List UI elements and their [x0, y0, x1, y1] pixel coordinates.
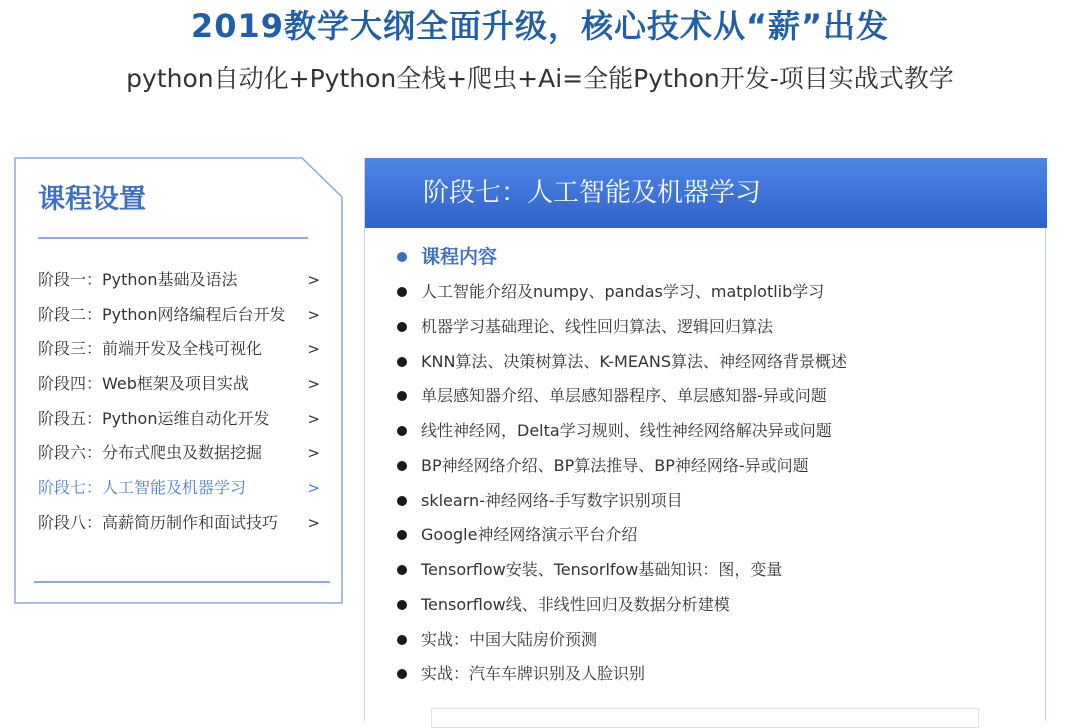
outline-title: 课程设置: [38, 184, 146, 215]
content-item-text: 线性神经网，Delta学习规则、线性神经网络解决异或问题: [421, 421, 832, 440]
content-item-text: 机器学习基础理论、线性回归算法、逻辑回归算法: [421, 316, 774, 336]
bullet-icon: [397, 565, 407, 575]
sidebar-stage-label: 阶段四：Web框架及项目实战: [38, 374, 249, 394]
content-item-text: sklearn-神经网络-手写数字识别项目: [421, 490, 683, 510]
chevron-right-icon: >: [307, 479, 320, 498]
sidebar-stage-item[interactable]: [38, 263, 320, 298]
bullet-icon: [397, 322, 407, 332]
content-item-text: 实战：中国大陆房价预测: [421, 629, 598, 649]
bullet-icon: [397, 669, 407, 679]
content-list-item: [397, 414, 1017, 449]
content-list-item: [397, 345, 1017, 380]
course-content-list: [397, 275, 1017, 692]
chevron-right-icon: >: [307, 271, 320, 289]
content-item-text: Tensorflow安装、Tensorlfow基础知识：图，变量: [421, 560, 783, 579]
content-item-text: 人工智能介绍及numpy、pandas学习、matplotlib学习: [421, 282, 825, 301]
content-list-item: [397, 484, 1017, 519]
bullet-icon: [397, 635, 407, 645]
bullet-icon: [397, 600, 407, 610]
chevron-right-icon: >: [307, 409, 320, 428]
stage-content-panel: [364, 158, 1046, 721]
content-list-item: [397, 518, 1017, 553]
content-list-item: [397, 379, 1017, 414]
content-list-item: [397, 588, 1017, 623]
sidebar-stage-item[interactable]: [38, 506, 320, 541]
content-item-text: Google神经网络演示平台介绍: [421, 525, 638, 545]
sidebar-stage-item[interactable]: [38, 471, 320, 506]
chevron-right-icon: >: [307, 375, 320, 394]
sidebar-stage-label: 阶段三：前端开发及全栈可视化: [38, 339, 263, 359]
chevron-right-icon: >: [307, 513, 320, 532]
sidebar-stage-label: 阶段五：Python运维自动化开发: [38, 408, 270, 428]
stage-nav-list: [38, 263, 320, 541]
content-item-text: KNN算法、决策树算法、K-MEANS算法、神经网络背景概述: [421, 351, 848, 371]
sidebar-stage-label: 阶段一：Python基础及语法: [38, 270, 238, 289]
bullet-icon: [397, 426, 407, 436]
content-list-item: [397, 310, 1017, 345]
content-bottom-box: [431, 708, 979, 728]
content-list-item: [397, 275, 1017, 310]
chevron-right-icon: >: [307, 340, 320, 359]
bullet-icon: [397, 391, 407, 401]
content-item-text: Tensorflow线、非线性回归及数据分析建模: [421, 594, 730, 614]
content-item-text: BP神经网络介绍、BP算法推导、BP神经网络-异或问题: [421, 455, 809, 475]
bullet-icon: [397, 496, 407, 506]
sidebar-stage-label: 阶段七：人工智能及机器学习: [38, 478, 247, 498]
content-list-item: [397, 449, 1017, 484]
sidebar-stage-item[interactable]: [38, 367, 320, 402]
sidebar-stage-label: 阶段六：分布式爬虫及数据挖掘: [38, 443, 263, 463]
course-outline-panel: [14, 157, 344, 604]
content-item-text: 单层感知器介绍、单层感知器程序、单层感知器-异或问题: [421, 386, 827, 406]
heading-bullet-icon: [397, 252, 407, 262]
content-item-text: 实战：汽车车牌识别及人脸识别: [421, 664, 646, 684]
sidebar-stage-item[interactable]: [38, 436, 320, 471]
page-headline: 2019教学大纲全面升级，核心技术从“薪”出发: [190, 7, 890, 45]
content-list-item: [397, 623, 1017, 658]
bullet-icon: [397, 461, 407, 471]
sidebar-stage-label: 阶段二：Python网络编程后台开发: [38, 304, 286, 324]
stage-header-bar: [365, 158, 1047, 228]
content-list-item: [397, 553, 1017, 588]
content-list-item: [397, 657, 1017, 692]
bullet-icon: [397, 287, 407, 297]
stage-title: 阶段七：人工智能及机器学习: [423, 178, 762, 208]
outline-bottom-divider: [34, 581, 330, 583]
bullet-icon: [397, 530, 407, 540]
outline-title-divider: [38, 237, 308, 239]
chevron-right-icon: >: [307, 305, 320, 324]
section-heading-text: 课程内容: [421, 246, 498, 268]
page-subheadline: python自动化+Python全栈+爬虫+Ai=全能Python开发-项目实战式教学: [126, 64, 954, 93]
sidebar-stage-label: 阶段八：高薪简历制作和面试技巧: [38, 512, 279, 532]
sidebar-stage-item[interactable]: [38, 298, 320, 333]
bullet-icon: [397, 357, 407, 367]
chevron-right-icon: >: [307, 444, 320, 463]
sidebar-stage-item[interactable]: [38, 402, 320, 437]
sidebar-stage-item[interactable]: [38, 332, 320, 367]
